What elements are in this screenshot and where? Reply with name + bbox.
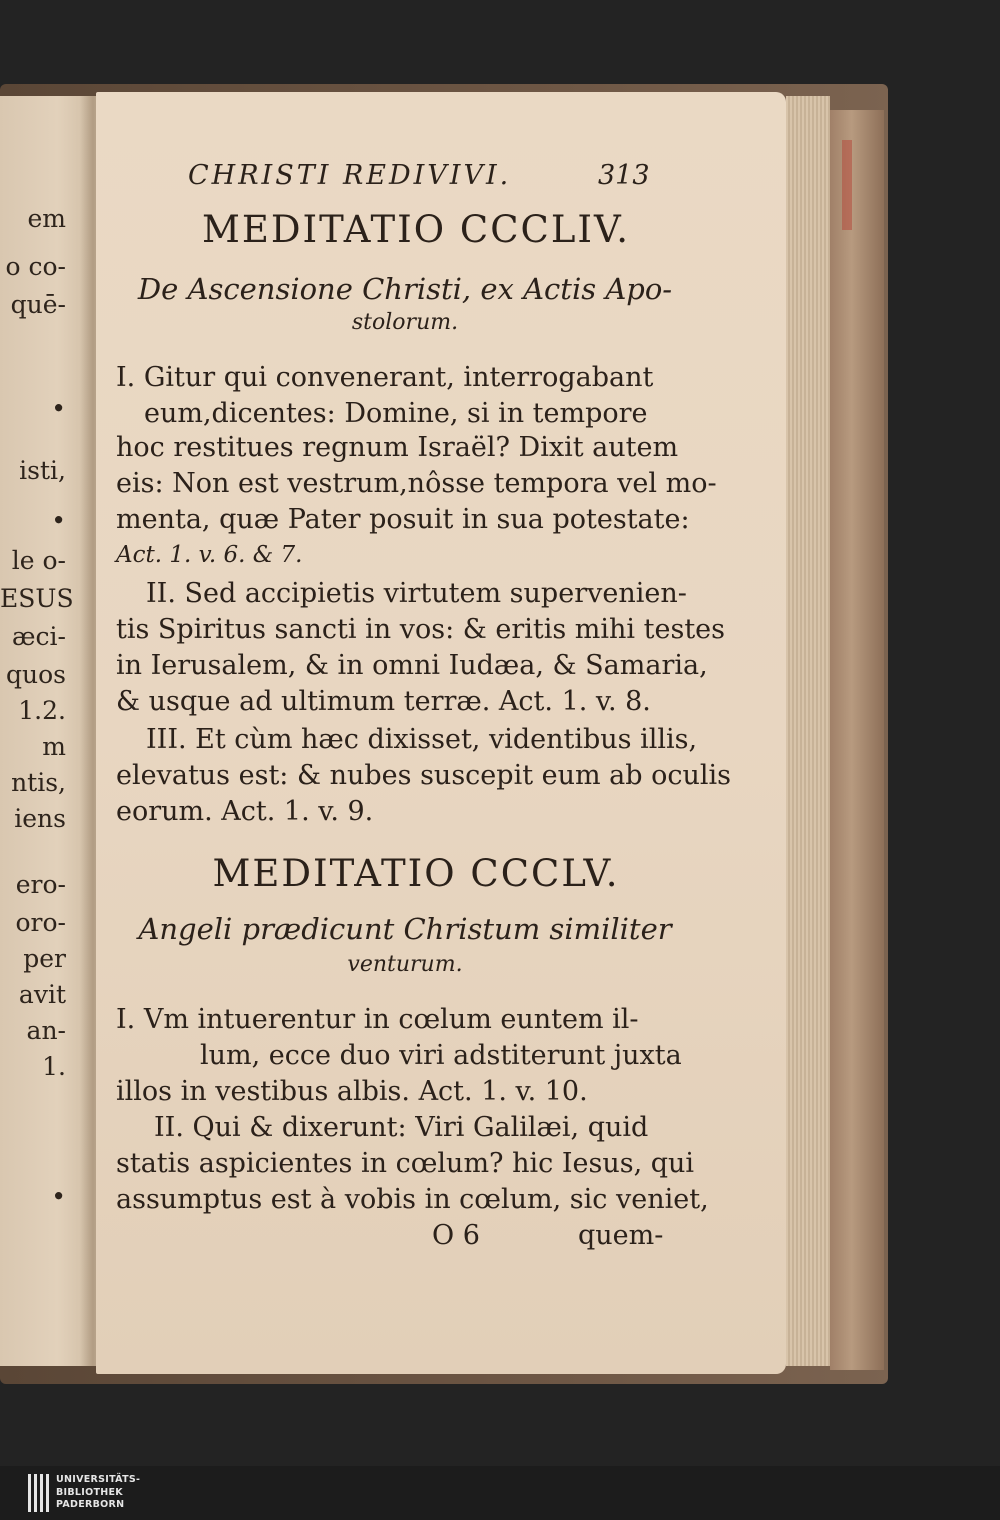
text-line: tis Spiritus sancti in vos: & eritis mihi testes [116, 614, 726, 645]
text-line: II. Sed accipietis virtutem supervenien- [146, 578, 687, 609]
library-logo-icon [28, 1474, 48, 1512]
text-line: eorum. Act. 1. v. 9. [116, 796, 374, 827]
text-line: in Ierusalem, & in omni Iudæa, & Samaria, [116, 650, 708, 681]
left-fragment: o co- [5, 252, 66, 281]
left-fragment: • [51, 394, 66, 423]
logo-line: UNIVERSITÄTS- [56, 1474, 141, 1485]
left-fragment: ESUS [0, 584, 74, 613]
page-edges [786, 96, 830, 1366]
footer-bar [0, 1466, 1000, 1520]
text-line: I. Gitur qui convenerant, interrogabant [116, 362, 654, 393]
left-fragment: ero- [15, 870, 66, 899]
left-fragment: isti, [19, 456, 66, 485]
signature-mark: O 6 [432, 1220, 480, 1251]
text-line: I. Vm intuerentur in cœlum euntem il- [116, 1004, 639, 1035]
left-fragment: quē- [10, 290, 66, 319]
book-edge [830, 110, 884, 1370]
text-line: III. Et cùm hæc dixisset, videntibus illis, [146, 724, 698, 755]
left-fragment: æci- [12, 622, 66, 651]
text-line: & usque ad ultimum terræ. Act. 1. v. 8. [116, 686, 651, 717]
meditation-heading: MEDITATIO CCCLIV. [201, 208, 631, 251]
left-fragment: m [42, 732, 66, 761]
left-fragment: le o- [11, 546, 66, 575]
left-fragment: em [27, 204, 66, 233]
scripture-reference: Act. 1. v. 6. & 7. [116, 542, 303, 568]
catchword: quem- [578, 1220, 664, 1251]
text-line: lum, ecce duo viri adstiterunt juxta [200, 1040, 682, 1071]
left-fragment: iens [14, 804, 66, 833]
left-fragment: 1.2. [18, 696, 66, 725]
left-fragment: ntis, [11, 768, 66, 797]
text-line: menta, quæ Pater posuit in sua potestate: [116, 504, 690, 535]
meditation-subtitle: Angeli prædicunt Christum similiter [138, 912, 672, 946]
red-edge-mark [842, 140, 852, 230]
left-fragment: • [51, 506, 66, 535]
text-line: assumptus est à vobis in cœlum, sic veniet, [116, 1184, 709, 1215]
text-line: elevatus est: & nubes suscepit eum ab oculis [116, 760, 732, 791]
library-logo-text [56, 1474, 140, 1512]
text-line: hoc restitues regnum Israël? Dixit autem [116, 432, 679, 463]
meditation-subtitle-cont: stolorum. [351, 310, 459, 335]
text-line: eis: Non est vestrum,nôsse tempora vel mo- [116, 468, 717, 499]
text-line: II. Qui & dixerunt: Viri Galilæi, quid [154, 1112, 649, 1143]
left-fragment: 1. [42, 1052, 66, 1081]
meditation-heading: MEDITATIO CCCLV. [212, 852, 620, 895]
left-fragment: quos [6, 660, 66, 689]
left-fragment: oro- [15, 908, 66, 937]
left-fragment: avit [18, 980, 66, 1009]
text-line: illos in vestibus albis. Act. 1. v. 10. [116, 1076, 588, 1107]
left-fragment: an- [26, 1016, 66, 1045]
text-line: eum,dicentes: Domine, si in tempore [144, 398, 648, 429]
logo-line: BIBLIOTHEK [56, 1486, 123, 1498]
meditation-subtitle: De Ascensione Christi, ex Actis Apo- [137, 272, 673, 306]
left-fragment: per [23, 944, 66, 973]
page-number: 313 [598, 160, 650, 191]
text-line: statis aspicientes in cœlum? hic Iesus, qui [116, 1148, 695, 1179]
meditation-subtitle-cont: venturum. [347, 952, 463, 977]
logo-line: PADERBORN [56, 1499, 125, 1510]
running-head: CHRISTI REDIVIVI. [188, 160, 512, 191]
left-fragment: • [51, 1182, 66, 1211]
